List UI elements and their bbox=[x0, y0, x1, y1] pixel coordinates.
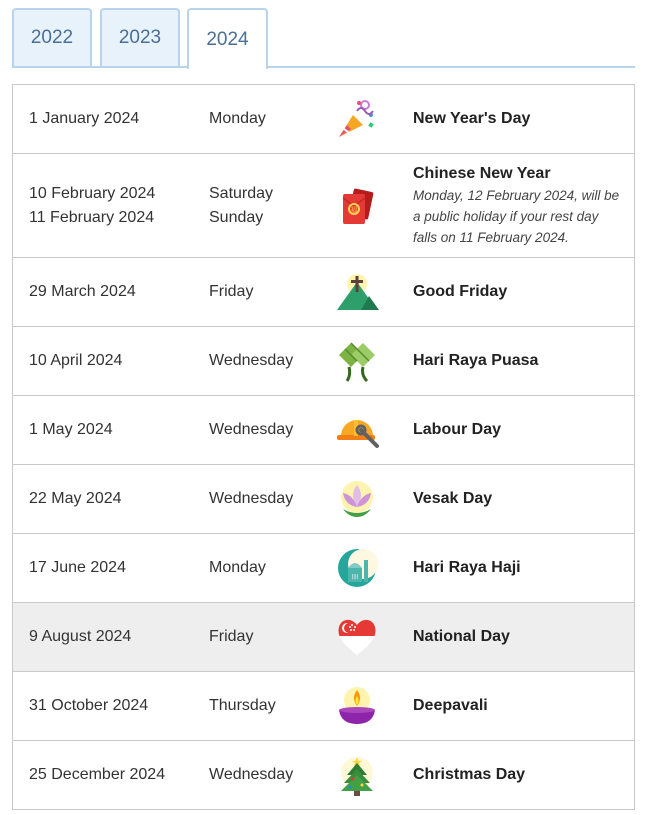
party-popper-icon bbox=[335, 97, 379, 141]
tab-2022[interactable]: 2022 bbox=[12, 8, 92, 66]
holiday-day: Wednesday bbox=[209, 352, 294, 369]
holiday-name: Hari Raya Puasa bbox=[413, 352, 539, 369]
svg-text:||||: |||| bbox=[351, 574, 359, 580]
holiday-name: Hari Raya Haji bbox=[413, 559, 521, 576]
hard-hat-icon bbox=[335, 408, 379, 452]
ketupat-icon bbox=[335, 339, 379, 383]
crescent-mosque-icon bbox=[335, 546, 379, 590]
holiday-name: Labour Day bbox=[413, 421, 502, 438]
singapore-flag-heart-icon bbox=[335, 615, 379, 659]
holiday-day: Friday bbox=[209, 283, 254, 300]
holiday-day: Thursday bbox=[209, 697, 276, 714]
holiday-name: Vesak Day bbox=[413, 490, 493, 507]
holiday-day: Monday bbox=[209, 559, 266, 576]
red-packet-icon bbox=[335, 184, 379, 228]
holiday-date: 9 August 2024 bbox=[29, 628, 132, 645]
holiday-day: Wednesday bbox=[209, 766, 294, 783]
table-row bbox=[13, 740, 634, 809]
cross-hill-icon bbox=[335, 270, 379, 314]
holiday-name: New Year's Day bbox=[413, 110, 531, 127]
holiday-name: Chinese New Year bbox=[413, 165, 551, 182]
svg-text:福: 福 bbox=[350, 205, 358, 214]
holiday-name: Good Friday bbox=[413, 283, 508, 300]
tab-2023[interactable]: 2023 bbox=[100, 8, 180, 66]
lotus-icon bbox=[335, 477, 379, 521]
christmas-tree-icon bbox=[335, 753, 379, 797]
year-tabs bbox=[12, 8, 635, 68]
holiday-date: 10 February 2024 bbox=[29, 184, 156, 202]
table-row bbox=[13, 257, 634, 326]
holiday-day: Saturday bbox=[209, 184, 274, 202]
table-row bbox=[13, 85, 634, 153]
tab-2024[interactable]: 2024 bbox=[187, 8, 268, 69]
table-row bbox=[13, 464, 634, 533]
holiday-date: 1 January 2024 bbox=[29, 110, 140, 127]
table-row bbox=[13, 326, 634, 395]
holiday-name: National Day bbox=[413, 628, 510, 645]
holiday-date: 17 June 2024 bbox=[29, 559, 126, 576]
holiday-day: Wednesday bbox=[209, 421, 294, 438]
holiday-table bbox=[12, 84, 635, 810]
holiday-note: Monday, 12 February 2024, will be a public holiday if your rest day falls on 11 February 2024. bbox=[413, 188, 620, 245]
holiday-day: Friday bbox=[209, 628, 254, 645]
holiday-name: Christmas Day bbox=[413, 766, 526, 783]
holiday-date: 29 March 2024 bbox=[29, 283, 136, 300]
table-row bbox=[13, 671, 634, 740]
holiday-day-2: Sunday bbox=[209, 208, 264, 226]
holiday-date: 25 December 2024 bbox=[29, 766, 166, 783]
table-row bbox=[13, 153, 634, 257]
diya-lamp-icon bbox=[335, 684, 379, 728]
table-row bbox=[13, 395, 634, 464]
holiday-date: 22 May 2024 bbox=[29, 490, 122, 507]
holiday-date: 10 April 2024 bbox=[29, 352, 123, 369]
holiday-date: 1 May 2024 bbox=[29, 421, 113, 438]
holiday-name: Deepavali bbox=[413, 697, 488, 714]
holiday-day: Wednesday bbox=[209, 490, 294, 507]
tabs-baseline bbox=[12, 66, 635, 68]
holiday-day: Monday bbox=[209, 110, 266, 127]
holiday-date-2: 11 February 2024 bbox=[29, 208, 155, 226]
table-row bbox=[13, 602, 634, 671]
table-row bbox=[13, 533, 634, 602]
holiday-date: 31 October 2024 bbox=[29, 697, 149, 714]
